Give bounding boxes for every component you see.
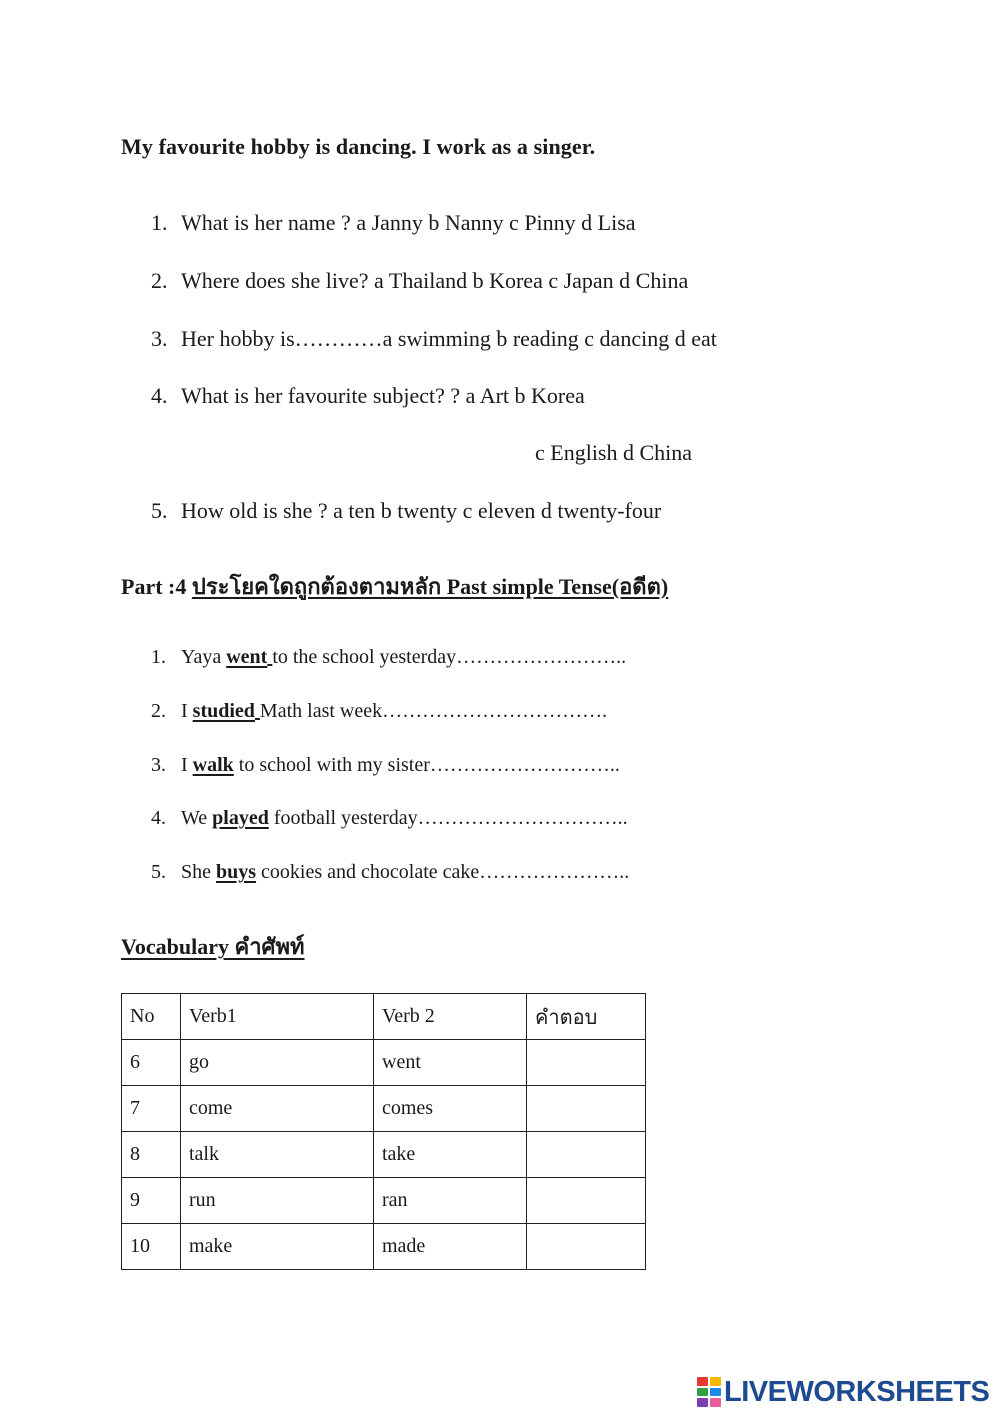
sentence-after: to school with my sister……………………….. bbox=[233, 754, 620, 776]
cell-no: 6 bbox=[122, 1040, 181, 1086]
question-number: 5. bbox=[151, 498, 168, 523]
cell-verb2: ran bbox=[374, 1178, 527, 1224]
logo-text: LIVEWORKSHEETS bbox=[724, 1375, 990, 1408]
vocabulary-table bbox=[121, 993, 646, 1270]
verb-answer[interactable]: played bbox=[212, 807, 269, 829]
cell-verb1: talk bbox=[181, 1132, 374, 1178]
sentence-after: cookies and chocolate cake………………….. bbox=[256, 861, 630, 883]
table-row bbox=[122, 1132, 646, 1178]
header-verb1: Verb1 bbox=[181, 994, 374, 1040]
sentence-before: I bbox=[181, 754, 193, 776]
sentence-before: I bbox=[181, 700, 193, 722]
cell-verb1: come bbox=[181, 1086, 374, 1132]
verb-answer[interactable]: studied bbox=[192, 700, 255, 722]
sentence-number: 2. bbox=[151, 700, 166, 722]
header-verb2: Verb 2 bbox=[374, 994, 527, 1040]
table-row bbox=[122, 1224, 646, 1270]
cell-no: 10 bbox=[122, 1224, 181, 1270]
sentence-before: We bbox=[181, 807, 213, 829]
vocabulary-title: Vocabulary คำศัพท์ bbox=[121, 934, 305, 959]
answer-cell[interactable] bbox=[527, 1086, 646, 1132]
answer-cell[interactable] bbox=[527, 1040, 646, 1086]
sentence-number: 5. bbox=[151, 861, 166, 883]
sentence-number: 3. bbox=[151, 754, 166, 776]
cell-no: 9 bbox=[122, 1178, 181, 1224]
part-4-prefix: Part :4 bbox=[121, 574, 192, 599]
liveworksheets-logo bbox=[697, 1376, 989, 1408]
cell-verb2: went bbox=[374, 1040, 527, 1086]
verb-answer[interactable]: buys bbox=[216, 861, 257, 883]
liveworksheets-icon bbox=[697, 1377, 721, 1407]
cell-verb1: make bbox=[181, 1224, 374, 1270]
table-row bbox=[122, 1086, 646, 1132]
question-text: c English d China bbox=[535, 440, 693, 465]
sentence-after: football yesterday………………………….. bbox=[268, 807, 628, 829]
cell-verb2: comes bbox=[374, 1086, 527, 1132]
header-answer: คำตอบ bbox=[527, 994, 646, 1040]
cell-no: 8 bbox=[122, 1132, 181, 1178]
question-text: Where does she live? a Thailand b Korea c Japan d China bbox=[181, 268, 689, 293]
cell-no: 7 bbox=[122, 1086, 181, 1132]
part-4-instruction: ประโยคใดถูกต้องตามหลัก Past simple Tense(อดีต) bbox=[191, 574, 669, 599]
cell-verb1: go bbox=[181, 1040, 374, 1086]
question-number: 2. bbox=[151, 268, 168, 293]
sentence-number: 4. bbox=[151, 807, 166, 829]
question-text: What is her favourite subject? ? a Art b Korea bbox=[181, 383, 585, 408]
sentence-after: Math last week……………………………. bbox=[259, 700, 608, 722]
cell-verb1: run bbox=[181, 1178, 374, 1224]
cell-verb2: made bbox=[374, 1224, 527, 1270]
sentence-before: She bbox=[181, 861, 216, 883]
intro-text: My favourite hobby is dancing. I work as a singer. bbox=[121, 134, 596, 159]
question-number: 1. bbox=[151, 210, 168, 235]
answer-cell[interactable] bbox=[527, 1178, 646, 1224]
sentence-number: 1. bbox=[151, 646, 166, 668]
table-row bbox=[122, 1178, 646, 1224]
question-text: How old is she ? a ten b twenty c eleven d twenty-four bbox=[181, 498, 662, 523]
verb-answer[interactable]: went bbox=[226, 646, 268, 668]
part-4-heading bbox=[121, 569, 668, 604]
sentence-before: Yaya bbox=[181, 646, 227, 668]
question-number: 3. bbox=[151, 326, 168, 351]
header-no: No bbox=[122, 994, 181, 1040]
verb-answer[interactable]: walk bbox=[192, 754, 234, 776]
sentence-after: to the school yesterday…………………….. bbox=[272, 646, 627, 668]
cell-verb2: take bbox=[374, 1132, 527, 1178]
answer-cell[interactable] bbox=[527, 1224, 646, 1270]
table-header-row bbox=[122, 994, 646, 1040]
table-row bbox=[122, 1040, 646, 1086]
question-text: Her hobby is…………a swimming b reading c dancing d eat bbox=[181, 326, 717, 351]
answer-cell[interactable] bbox=[527, 1132, 646, 1178]
question-number: 4. bbox=[151, 383, 168, 408]
question-text: What is her name ? a Janny b Nanny c Pinny d Lisa bbox=[181, 210, 636, 235]
